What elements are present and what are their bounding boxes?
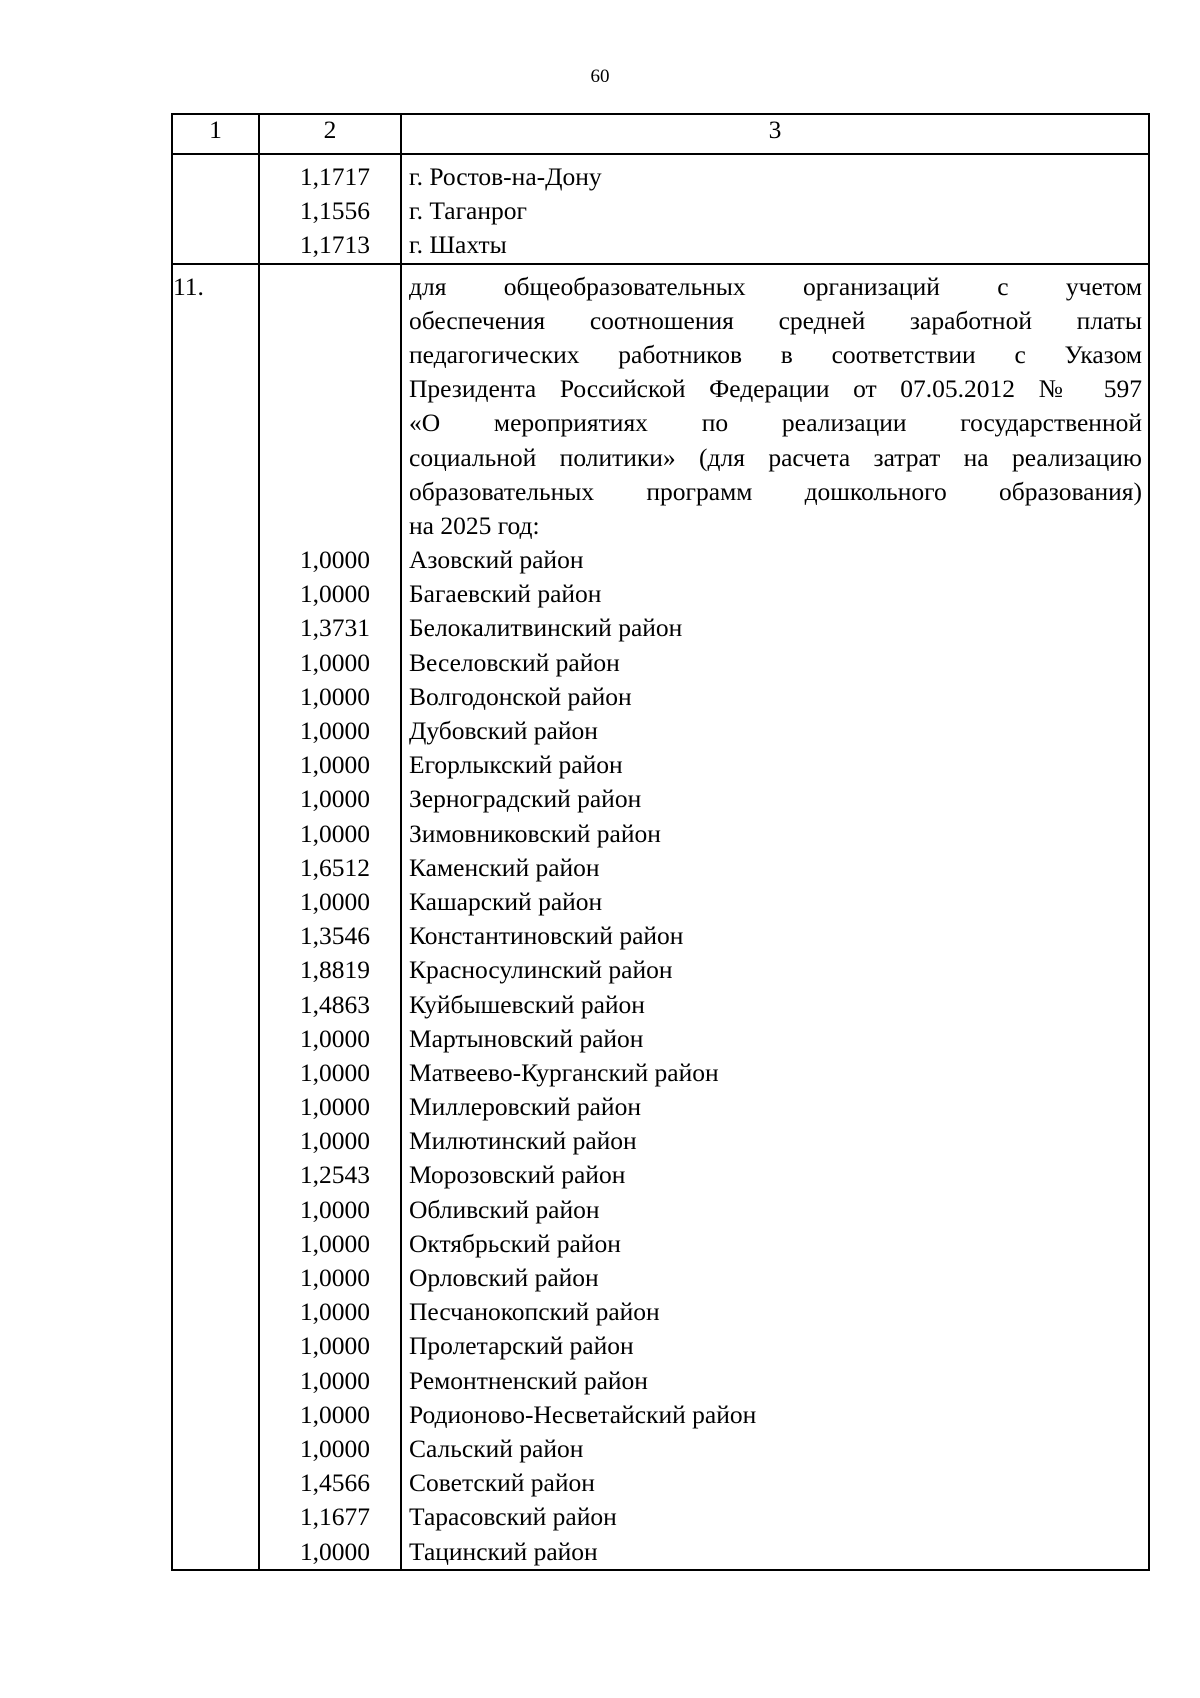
municipality-name: Родионово-Несветайский район <box>409 1399 757 1429</box>
coefficient-value: 1,4566 <box>299 1468 370 1498</box>
coefficient-value: 1,0000 <box>299 1399 370 1429</box>
coefficient-value: 1,4863 <box>299 989 370 1019</box>
municipality-name: Сальский район <box>409 1433 584 1463</box>
cities-row <box>172 154 1149 264</box>
coefficient-value: 1,0000 <box>299 750 370 780</box>
header-col-2: 2 <box>259 114 401 154</box>
blank-spacer <box>260 304 400 338</box>
municipality-name: Миллеровский район <box>409 1092 641 1122</box>
coefficient-value: 1,0000 <box>299 1433 370 1463</box>
coefficient-value: 1,0000 <box>299 681 370 711</box>
coefficient-value: 1,0000 <box>299 1536 370 1566</box>
section-11-text-cell <box>401 264 1149 1570</box>
municipality-name: Тацинский район <box>409 1536 598 1566</box>
coefficient-value: 1,0000 <box>299 886 370 916</box>
municipality-name: Зимовниковский район <box>409 818 661 848</box>
municipality-name: Константиновский район <box>409 921 684 951</box>
section-11-row <box>172 264 1149 1570</box>
coefficient-value: 1,0000 <box>299 1057 370 1087</box>
coefficient-value: 1,1713 <box>299 230 370 260</box>
blank-spacer <box>260 372 400 406</box>
municipality-name: Милютинский район <box>409 1126 637 1156</box>
cities-index-cell <box>172 154 259 264</box>
coefficient-value: 1,8819 <box>299 955 370 985</box>
municipality-name: Азовский район <box>409 545 584 575</box>
header-col-1: 1 <box>172 114 259 154</box>
municipality-name: Волгодонской район <box>409 681 632 711</box>
cities-names-cell <box>401 154 1149 264</box>
coefficient-value: 1,0000 <box>299 647 370 677</box>
blank-spacer <box>260 338 400 372</box>
description-line: обеспечения соотношения средней заработной платы <box>409 305 1142 335</box>
coefficient-value: 1,3731 <box>299 613 370 643</box>
coefficient-value: 1,0000 <box>299 1126 370 1156</box>
description-line: педагогических работников в соответствии с Указом <box>409 339 1142 369</box>
coefficient-value: 1,0000 <box>299 1228 370 1258</box>
description-line: на 2025 год: <box>409 510 540 540</box>
description-line: Президента Российской Федерации от 07.05.2012 № 597 <box>409 374 1142 404</box>
coefficient-value: 1,0000 <box>299 1365 370 1395</box>
municipality-name: Октябрьский район <box>409 1228 621 1258</box>
municipality-name: Красносулинский район <box>409 955 673 985</box>
section-11-values-cell <box>259 264 401 1570</box>
municipality-name: Песчанокопский район <box>409 1297 660 1327</box>
municipality-name: Пролетарский район <box>409 1331 634 1361</box>
municipality-name: Дубовский район <box>409 716 598 745</box>
municipality-name: Советский район <box>409 1468 595 1498</box>
coefficient-value: 1,1556 <box>299 196 370 226</box>
section-11-index: 11. <box>172 264 259 1570</box>
coefficient-value: 1,0000 <box>299 1331 370 1361</box>
municipality-name: Зерноградский район <box>409 784 642 814</box>
municipality-name: Белокалитвинский район <box>409 613 683 643</box>
blank-spacer <box>260 406 400 440</box>
coefficient-value: 1,0000 <box>299 1194 370 1224</box>
coefficient-value: 1,0000 <box>299 818 370 848</box>
municipality-name: Егорлыкский район <box>409 750 623 780</box>
description-line: для общеобразовательных организаций с учетом <box>409 271 1142 301</box>
blank-spacer <box>260 441 400 475</box>
municipality-name: Тарасовский район <box>409 1502 617 1532</box>
coefficient-value: 1,0000 <box>299 784 370 814</box>
municipality-name: Мартыновский район <box>409 1023 644 1053</box>
coefficient-value: 1,0000 <box>299 1092 370 1122</box>
coefficient-value: 1,6512 <box>299 852 370 882</box>
page-number: 60 <box>590 66 610 87</box>
municipality-name: Морозовский район <box>409 1160 626 1190</box>
municipality-name: г. Шахты <box>409 230 507 260</box>
municipality-name: Веселовский район <box>409 647 620 677</box>
municipality-name: Ремонтненский район <box>409 1365 648 1395</box>
header-col-3: 3 <box>401 114 1149 154</box>
municipality-name: г. Ростов-на-Дону <box>409 162 602 191</box>
municipality-name: Куйбышевский район <box>409 989 645 1019</box>
coefficient-value: 1,1717 <box>299 162 370 191</box>
municipality-name: Матвеево-Курганский район <box>409 1057 719 1087</box>
description-line: образовательных программ дошкольного образования) <box>409 476 1142 506</box>
municipality-name: Каменский район <box>409 852 600 882</box>
coefficient-value: 1,0000 <box>299 1263 370 1292</box>
municipality-name: г. Таганрог <box>409 196 527 226</box>
coefficient-value: 1,0000 <box>299 1297 370 1327</box>
coefficient-value: 1,0000 <box>299 1023 370 1053</box>
header-row <box>172 114 1149 154</box>
blank-spacer <box>260 475 400 509</box>
municipality-name: Орловский район <box>409 1263 599 1292</box>
coefficient-value: 1,0000 <box>299 579 370 609</box>
blank-spacer <box>260 509 400 543</box>
coefficient-value: 1,1677 <box>299 1502 370 1532</box>
description-line: «О мероприятиях по реализации государственной <box>409 408 1142 438</box>
description-line: социальной политики» (для расчета затрат на реализацию <box>409 442 1142 472</box>
coefficient-value: 1,0000 <box>299 545 370 575</box>
cities-values-cell <box>259 154 401 264</box>
coefficient-value: 1,0000 <box>299 716 370 745</box>
municipality-name: Кашарский район <box>409 886 603 916</box>
coefficients-table <box>171 113 1150 1571</box>
municipality-name: Багаевский район <box>409 579 602 609</box>
coefficient-value: 1,2543 <box>299 1160 370 1190</box>
blank-spacer <box>260 270 400 304</box>
coefficient-value: 1,3546 <box>299 921 370 951</box>
municipality-name: Обливский район <box>409 1194 600 1224</box>
